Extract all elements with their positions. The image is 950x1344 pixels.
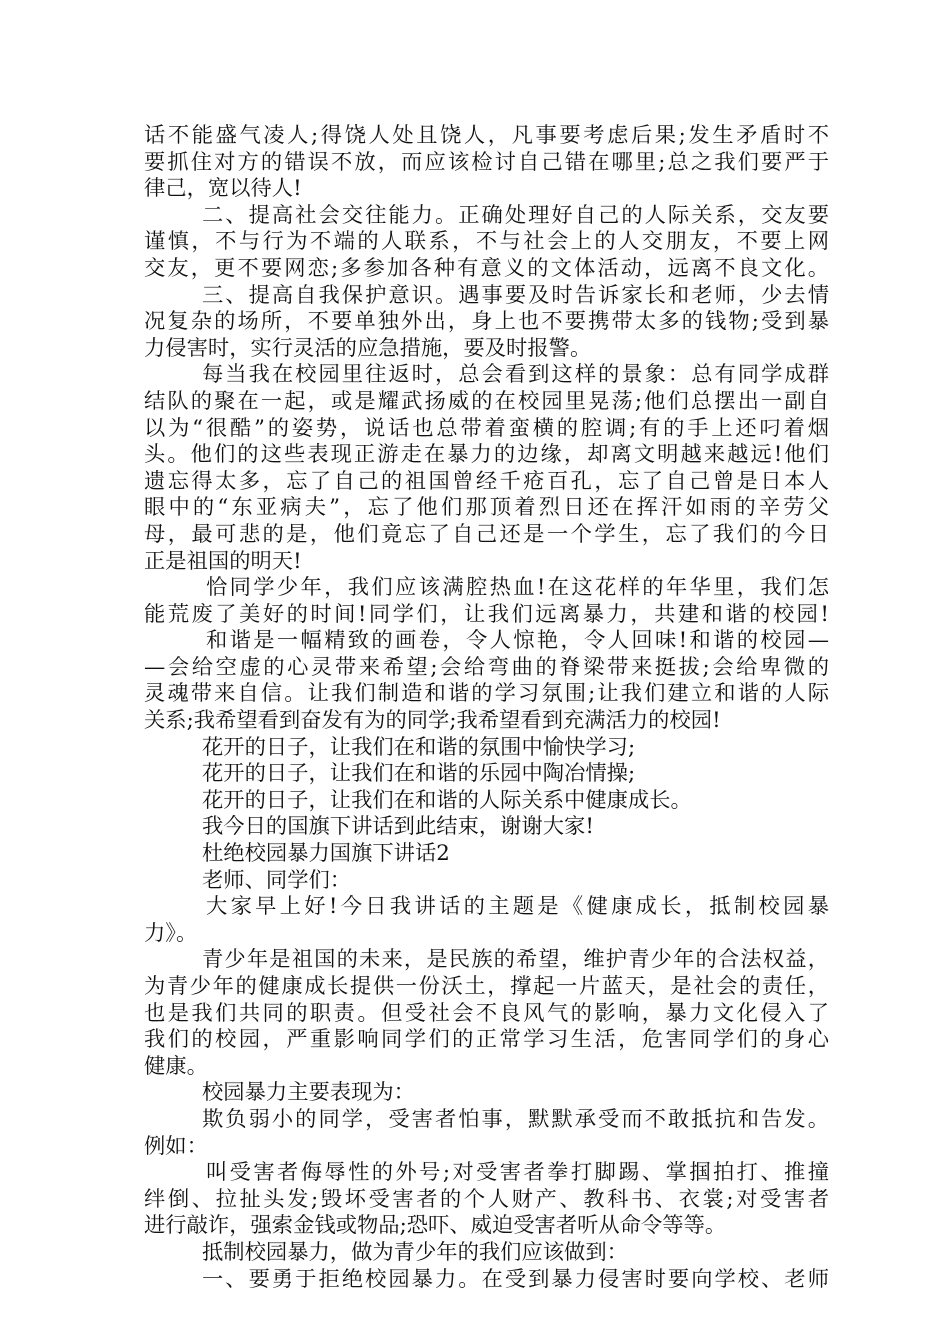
text-line: 校园暴力主要表现为： bbox=[202, 1080, 415, 1106]
text-line: 三、提高自我保护意识。遇事要及时告诉家长和老师，少去情 bbox=[202, 282, 831, 308]
text-line: 以为“很酷”的姿势，说话也总带着蛮横的腔调;有的手上还叼着烟 bbox=[144, 415, 832, 441]
text-line: 健康。 bbox=[144, 1053, 208, 1079]
text-line: 我今日的国旗下讲话到此结束，谢谢大家! bbox=[202, 814, 594, 840]
text-line: 话不能盛气凌人;得饶人处且饶人，凡事要考虑后果;发生矛盾时不 bbox=[144, 123, 832, 148]
text-line: 绊倒、拉扯头发;毁坏受害者的个人财产、教科书、衣裳;对受害者 bbox=[144, 1186, 832, 1212]
text-line: 结队的聚在一起，或是耀武扬威的在校园里晃荡;他们总摆出一副自 bbox=[144, 388, 832, 414]
text-line: 抵制校园暴力，做为青少年的我们应该做到： bbox=[202, 1239, 628, 1265]
text-line: 恰同学少年，我们应该满腔热血!在这花样的年华里，我们怎 bbox=[206, 575, 832, 601]
text-line: 和谐是一幅精致的画卷，令人惊艳，令人回味!和谐的校园— bbox=[206, 628, 832, 654]
text-line: 老师、同学们： bbox=[202, 867, 352, 893]
document-body bbox=[144, 123, 833, 1293]
text-line: 花开的日子，让我们在和谐的氛围中愉快学习; bbox=[202, 734, 636, 760]
text-line: 灵魂带来自信。让我们制造和谐的学习氛围;让我们建立和谐的人际 bbox=[144, 681, 832, 707]
text-line: 力》。 bbox=[144, 920, 198, 946]
text-line: 要抓住对方的错误不放，而应该检讨自己错在哪里;总之我们要严于 bbox=[144, 149, 832, 175]
text-line: 叫受害者侮辱性的外号;对受害者拳打脚踢、掌掴拍打、推撞 bbox=[206, 1160, 832, 1186]
text-line: 况复杂的场所，不要单独外出，身上也不要携带太多的钱物;受到暴 bbox=[144, 309, 832, 335]
text-line: 进行敲诈，强索金钱或物品;恐吓、威迫受害者听从命令等等。 bbox=[144, 1213, 727, 1239]
text-line: 能荒废了美好的时间!同学们，让我们远离暴力，共建和谐的校园! bbox=[144, 601, 832, 627]
text-line: 母，最可悲的是，他们竟忘了自己还是一个学生，忘了我们的今日 bbox=[144, 521, 832, 547]
text-line: 谨慎，不与行为不端的人联系，不与社会上的人交朋友，不要上网 bbox=[144, 229, 832, 255]
text-line: —会给空虚的心灵带来希望;会给弯曲的脊梁带来挺拔;会给卑微的 bbox=[144, 654, 832, 680]
text-line: 一、要勇于拒绝校园暴力。在受到暴力侵害时要向学校、老师 bbox=[202, 1266, 831, 1292]
text-line: 也是我们共同的职责。但受社会不良风气的影响，暴力文化侵入了 bbox=[144, 1000, 832, 1026]
text-line: 例如： bbox=[144, 1133, 208, 1159]
text-line: 大家早上好!今日我讲话的主题是《健康成长，抵制校园暴 bbox=[206, 894, 833, 920]
text-line: 花开的日子，让我们在和谐的乐园中陶冶情操; bbox=[202, 761, 636, 787]
text-line: 正是祖国的明天! bbox=[144, 548, 302, 574]
text-line: 为青少年的健康成长提供一份沃土，撑起一片蓝天，是社会的责任， bbox=[144, 974, 831, 999]
text-line: 律己，宽以待人! bbox=[144, 176, 302, 202]
text-line: 交友，更不要网恋;多参加各种有意义的文体活动，远离不良文化。 bbox=[144, 255, 832, 281]
text-line: 青少年是祖国的未来，是民族的希望，维护青少年的合法权益， bbox=[202, 947, 831, 973]
text-line: 关系;我希望看到奋发有为的同学;我希望看到充满活力的校园! bbox=[144, 708, 721, 734]
text-line: 杜绝校园暴力国旗下讲话2 bbox=[202, 841, 450, 867]
text-line: 我们的校园，严重影响同学们的正常学习生活，危害同学们的身心 bbox=[144, 1027, 832, 1053]
text-line: 花开的日子，让我们在和谐的人际关系中健康成长。 bbox=[202, 787, 692, 813]
text-line: 眼中的“东亚病夫”，忘了他们那顶着烈日还在挥汗如雨的辛劳父 bbox=[144, 495, 833, 521]
text-line: 二、提高社会交往能力。正确处理好自己的人际关系，交友要 bbox=[202, 202, 831, 228]
text-line: 欺负弱小的同学，受害者怕事，默默承受而不敢抵抗和告发。 bbox=[202, 1106, 831, 1132]
text-line: 遗忘得太多，忘了自己的祖国曾经千疮百孔，忘了自己曾是日本人 bbox=[144, 468, 832, 494]
text-line: 头。他们的这些表现正游走在暴力的边缘，却离文明越来越远!他们 bbox=[144, 442, 832, 468]
text-line: 每当我在校园里往返时，总会看到这样的景象：总有同学成群 bbox=[202, 362, 831, 388]
text-line: 力侵害时，实行灵活的应急措施，要及时报警。 bbox=[144, 335, 592, 361]
